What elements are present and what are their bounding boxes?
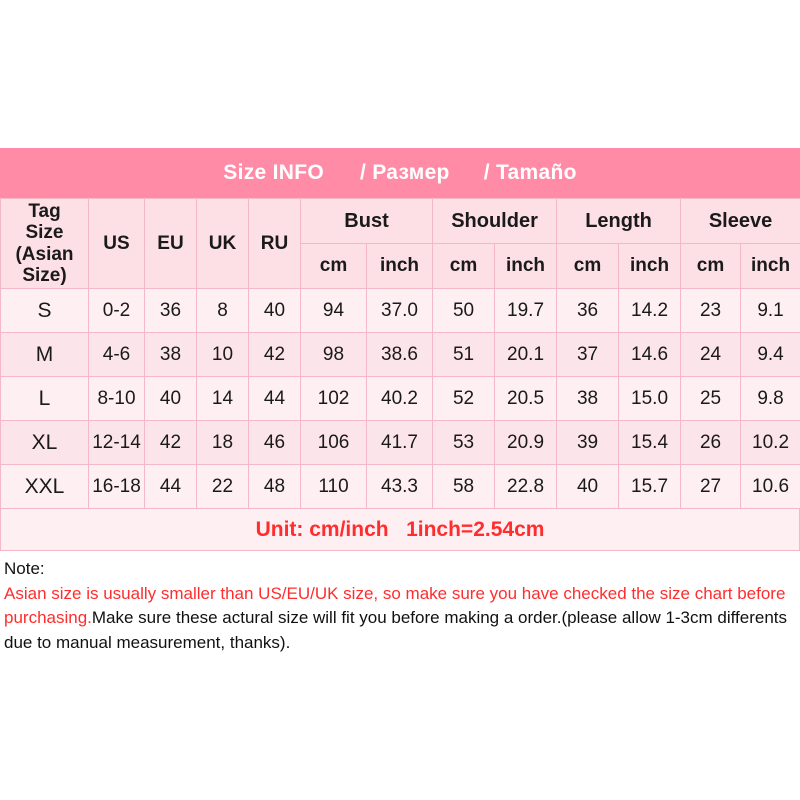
table-row xyxy=(1,289,800,333)
cell-sleeve-cm: 27 xyxy=(681,465,741,509)
cell-sleeve-inch: 9.4 xyxy=(741,333,800,377)
title-english: Size INFO xyxy=(223,161,324,184)
header-ru: RU xyxy=(249,199,301,289)
header-bust: Bust xyxy=(301,199,433,244)
cell-bust-inch: 37.0 xyxy=(367,289,433,333)
cell-bust-inch: 40.2 xyxy=(367,377,433,421)
tag-line-3: (Asian xyxy=(15,243,74,265)
cell-eu: 44 xyxy=(145,465,197,509)
cell-length-cm: 37 xyxy=(557,333,619,377)
cell-sleeve-inch: 9.8 xyxy=(741,377,800,421)
table-row xyxy=(1,465,800,509)
cell-shoulder-inch: 20.9 xyxy=(495,421,557,465)
cell-ru: 48 xyxy=(249,465,301,509)
tag-line-2: Size xyxy=(25,222,64,244)
cell-sleeve-inch: 10.6 xyxy=(741,465,800,509)
cell-uk: 8 xyxy=(197,289,249,333)
cell-tag: XL xyxy=(1,421,89,465)
cell-eu: 36 xyxy=(145,289,197,333)
header-sleeve: Sleeve xyxy=(681,199,800,244)
cell-sleeve-inch: 9.1 xyxy=(741,289,800,333)
unit-note-text: Unit: cm/inch 1inch=2.54cm xyxy=(255,517,545,541)
size-table xyxy=(0,198,800,509)
cell-bust-inch: 43.3 xyxy=(367,465,433,509)
cell-tag: XXL xyxy=(1,465,89,509)
table-row xyxy=(1,333,800,377)
cell-uk: 18 xyxy=(197,421,249,465)
cell-shoulder-inch: 22.8 xyxy=(495,465,557,509)
cell-us: 0-2 xyxy=(89,289,145,333)
header-shoulder-cm: cm xyxy=(433,244,495,289)
cell-bust-cm: 102 xyxy=(301,377,367,421)
cell-eu: 38 xyxy=(145,333,197,377)
cell-length-inch: 15.7 xyxy=(619,465,681,509)
cell-shoulder-cm: 51 xyxy=(433,333,495,377)
cell-shoulder-cm: 50 xyxy=(433,289,495,333)
cell-tag: L xyxy=(1,377,89,421)
cell-ru: 44 xyxy=(249,377,301,421)
table-group-header-row xyxy=(1,199,800,244)
cell-bust-inch: 38.6 xyxy=(367,333,433,377)
header-tag-size xyxy=(1,199,89,289)
cell-bust-inch: 41.7 xyxy=(367,421,433,465)
cell-ru: 42 xyxy=(249,333,301,377)
size-table-head xyxy=(1,199,800,289)
cell-length-inch: 14.6 xyxy=(619,333,681,377)
size-chart xyxy=(0,148,800,660)
size-chart-title-band xyxy=(0,148,800,198)
cell-ru: 46 xyxy=(249,421,301,465)
cell-length-cm: 38 xyxy=(557,377,619,421)
cell-eu: 42 xyxy=(145,421,197,465)
cell-length-cm: 36 xyxy=(557,289,619,333)
header-bust-inch: inch xyxy=(367,244,433,289)
cell-shoulder-cm: 52 xyxy=(433,377,495,421)
header-uk: UK xyxy=(197,199,249,289)
header-bust-cm: cm xyxy=(301,244,367,289)
cell-uk: 10 xyxy=(197,333,249,377)
cell-shoulder-inch: 19.7 xyxy=(495,289,557,333)
cell-sleeve-cm: 23 xyxy=(681,289,741,333)
cell-sleeve-inch: 10.2 xyxy=(741,421,800,465)
cell-bust-cm: 110 xyxy=(301,465,367,509)
table-row xyxy=(1,377,800,421)
cell-length-inch: 15.4 xyxy=(619,421,681,465)
header-length-cm: cm xyxy=(557,244,619,289)
note-text xyxy=(4,582,796,656)
tag-line-4: Size) xyxy=(22,264,67,286)
title-spanish: / Tamaño xyxy=(483,161,577,184)
header-shoulder-inch: inch xyxy=(495,244,557,289)
cell-uk: 14 xyxy=(197,377,249,421)
cell-us: 8-10 xyxy=(89,377,145,421)
cell-length-inch: 14.2 xyxy=(619,289,681,333)
note-text-black: Make sure these actural size will fit you before making a order.(please allow 1-3cm differents due to manual measurement, thanks). xyxy=(4,608,788,652)
cell-uk: 22 xyxy=(197,465,249,509)
cell-bust-cm: 98 xyxy=(301,333,367,377)
size-table-body xyxy=(1,289,800,509)
cell-us: 4-6 xyxy=(89,333,145,377)
header-length-inch: inch xyxy=(619,244,681,289)
cell-shoulder-cm: 53 xyxy=(433,421,495,465)
cell-sleeve-cm: 26 xyxy=(681,421,741,465)
cell-shoulder-cm: 58 xyxy=(433,465,495,509)
cell-us: 16-18 xyxy=(89,465,145,509)
cell-shoulder-inch: 20.1 xyxy=(495,333,557,377)
cell-bust-cm: 106 xyxy=(301,421,367,465)
note-text-red: Asian size is usually smaller than US/EU/UK size, so make sure you have checked the size chart before purchasing. xyxy=(4,583,786,628)
header-us: US xyxy=(89,199,145,289)
header-shoulder: Shoulder xyxy=(433,199,557,244)
cell-length-inch: 15.0 xyxy=(619,377,681,421)
title-russian: / Размер xyxy=(359,161,450,184)
cell-sleeve-cm: 24 xyxy=(681,333,741,377)
header-eu: EU xyxy=(145,199,197,289)
cell-length-cm: 39 xyxy=(557,421,619,465)
cell-ru: 40 xyxy=(249,289,301,333)
header-sleeve-inch: inch xyxy=(741,244,800,289)
cell-shoulder-inch: 20.5 xyxy=(495,377,557,421)
header-length: Length xyxy=(557,199,681,244)
unit-note-row xyxy=(0,509,800,551)
note-block xyxy=(0,551,800,660)
tag-line-1: Tag xyxy=(28,201,61,222)
cell-sleeve-cm: 25 xyxy=(681,377,741,421)
cell-tag: M xyxy=(1,333,89,377)
table-row xyxy=(1,421,800,465)
note-label: Note: xyxy=(4,559,45,579)
header-sleeve-cm: cm xyxy=(681,244,741,289)
cell-length-cm: 40 xyxy=(557,465,619,509)
cell-us: 12-14 xyxy=(89,421,145,465)
cell-bust-cm: 94 xyxy=(301,289,367,333)
cell-tag: S xyxy=(1,289,89,333)
cell-eu: 40 xyxy=(145,377,197,421)
